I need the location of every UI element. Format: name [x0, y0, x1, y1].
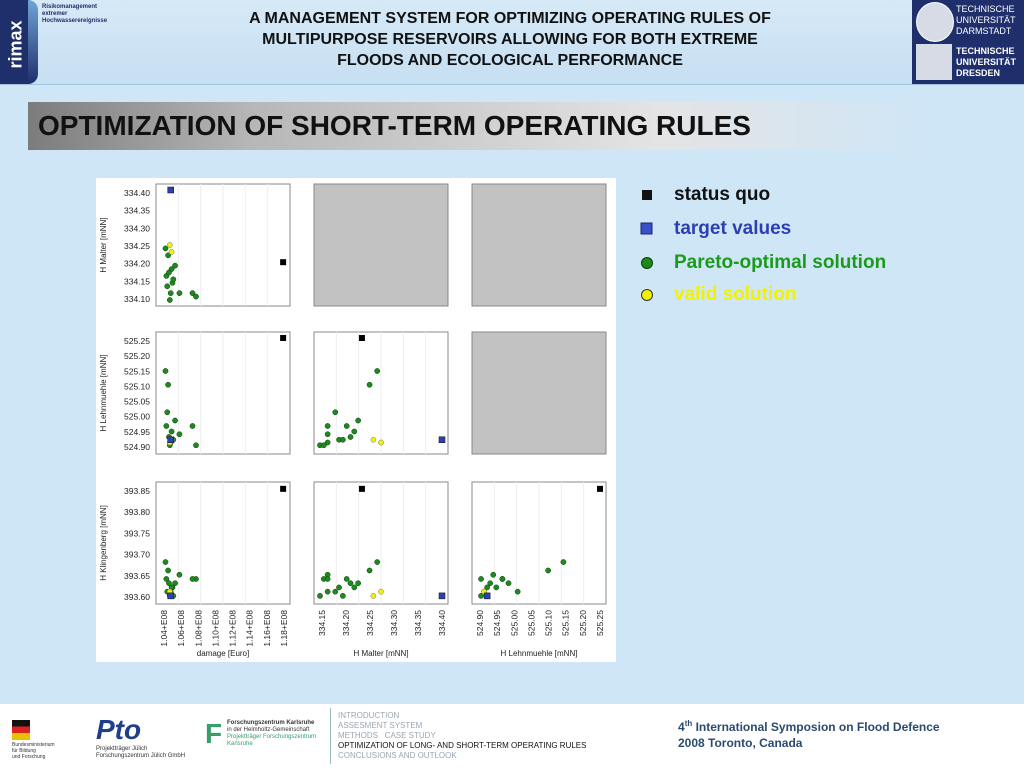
status-quo-point: [359, 486, 365, 492]
pareto-point: [506, 581, 511, 586]
valid-point: [378, 589, 383, 594]
y-tick-label: 334.25: [124, 241, 150, 251]
y-tick-label: 334.30: [124, 223, 150, 234]
y-tick-label: 393.70: [124, 549, 150, 560]
x-tick-label: 1.04+E08: [159, 610, 169, 647]
pareto-point: [317, 593, 322, 598]
pareto-point: [172, 418, 177, 423]
pareto-point: [352, 429, 357, 434]
section-navigation: [338, 711, 586, 761]
pareto-point: [500, 576, 505, 581]
target-point: [484, 593, 490, 599]
x-axis-label: H Malter [mNN]: [353, 649, 409, 658]
x-tick-label: 525.10: [543, 610, 554, 636]
x-tick-label: 525.00: [509, 610, 520, 636]
pareto-point: [171, 277, 176, 282]
pareto-point: [344, 423, 349, 428]
nav-item-methods-case-study[interactable]: METHODS CASE STUDY: [338, 731, 436, 740]
y-tick-label: 393.85: [124, 486, 150, 496]
pareto-point: [515, 589, 520, 594]
y-axis-label: H Klingenberg [mNN]: [99, 505, 108, 581]
x-tick-label: 525.05: [526, 610, 537, 636]
slide-title: A MANAGEMENT SYSTEM FOR OPTIMIZING OPERATING RULES OF MULTIPURPOSE RESERVOIRS ALLOWING FOR BOTH EXTREME FLOODS AND ECOLOGICAL PERFORMANCE: [249, 10, 771, 69]
pareto-point: [561, 559, 566, 564]
x-tick-label: 1.12+E08: [227, 610, 238, 647]
valid-point: [378, 440, 383, 445]
status-quo-point: [280, 335, 286, 341]
y-axis-label: H Malter [mNN]: [99, 217, 108, 273]
scatter-matrix-chart: [96, 178, 616, 662]
pareto-point: [172, 581, 177, 586]
target-point: [439, 593, 445, 599]
pareto-point: [367, 382, 372, 387]
y-tick-label: 524.95: [124, 426, 150, 437]
target-point: [168, 593, 174, 599]
pareto-point: [488, 581, 493, 586]
nav-item-optimization[interactable]: OPTIMIZATION OF LONG- AND SHORT-TERM OPERATING RULES: [338, 741, 587, 750]
x-tick-label: 525.25: [595, 610, 605, 636]
valid-point: [167, 242, 172, 247]
ptj-logo: Pto Projektträger Jülich Forschungszentrum Jülich GmbH: [96, 714, 186, 759]
footer-divider: [330, 708, 331, 764]
empty-panel: [314, 184, 448, 306]
target-point: [168, 187, 174, 193]
pareto-point: [165, 410, 170, 415]
pareto-point: [166, 568, 171, 573]
x-axis-label: H Lehnmuehle [mNN]: [500, 649, 578, 658]
y-tick-label: 525.10: [124, 381, 150, 392]
pareto-point: [367, 568, 372, 573]
blue-square-icon: [640, 222, 654, 236]
tu-darmstadt-name: TECHNISCHE UNIVERSITÄT DARMSTADT: [956, 4, 1016, 36]
status-quo-point: [280, 259, 286, 265]
pareto-point: [348, 581, 353, 586]
pareto-point: [494, 585, 499, 590]
pareto-point: [325, 589, 330, 594]
y-axis-label: H Lehnmuehle [mNN]: [99, 354, 108, 432]
pareto-point: [169, 429, 174, 434]
pareto-point: [163, 246, 168, 251]
empty-panel: [472, 332, 606, 454]
pareto-point: [325, 423, 330, 428]
conference-info: 4th International Symposion on Flood Defence 2008 Toronto, Canada: [678, 719, 940, 750]
y-tick-label: 393.80: [124, 507, 150, 518]
y-tick-label: 525.05: [124, 396, 150, 407]
pareto-point: [177, 432, 182, 437]
y-tick-label: 334.40: [124, 188, 150, 198]
target-point: [168, 437, 174, 443]
pareto-point: [356, 418, 361, 423]
y-tick-label: 393.60: [124, 592, 150, 602]
x-tick-label: 1.18+E08: [279, 610, 289, 647]
black-square-icon: [640, 188, 654, 202]
x-tick-label: 1.06+E08: [176, 610, 187, 647]
x-tick-label: 334.40: [437, 610, 447, 636]
y-tick-label: 525.20: [124, 351, 150, 362]
pareto-point: [478, 576, 483, 581]
x-tick-label: 334.25: [365, 610, 375, 636]
pareto-point: [164, 423, 169, 428]
valid-point: [169, 249, 174, 254]
y-tick-label: 525.15: [124, 366, 150, 377]
nav-item-conclusions[interactable]: CONCLUSIONS AND OUTLOOK: [338, 751, 457, 760]
pareto-point: [348, 434, 353, 439]
pareto-point: [190, 576, 195, 581]
pareto-point: [340, 593, 345, 598]
x-tick-label: 334.30: [389, 610, 399, 636]
y-tick-label: 334.10: [124, 294, 150, 304]
pareto-point: [166, 270, 171, 275]
pareto-point: [325, 432, 330, 437]
x-tick-label: 524.95: [492, 610, 503, 636]
bmbf-logo: Bundesministerium für Bildung und Forschung: [12, 714, 55, 760]
pareto-point: [375, 559, 380, 564]
tu-logos: [912, 0, 1024, 84]
y-tick-label: 524.90: [124, 442, 150, 452]
x-tick-label: 1.08+E08: [193, 610, 204, 647]
y-tick-label: 393.75: [124, 528, 150, 539]
x-tick-label: 1.10+E08: [210, 610, 221, 647]
pareto-point: [375, 368, 380, 373]
pareto-point: [166, 581, 171, 586]
valid-point: [371, 593, 376, 598]
x-tick-label: 334.20: [341, 610, 351, 636]
y-tick-label: 393.65: [124, 570, 150, 581]
pareto-point: [190, 291, 195, 296]
pareto-point: [167, 297, 172, 302]
pareto-point: [352, 585, 357, 590]
pareto-point: [356, 581, 361, 586]
green-circle-icon: [640, 256, 654, 270]
pareto-point: [165, 284, 170, 289]
pareto-point: [321, 443, 326, 448]
pareto-point: [163, 559, 168, 564]
empty-panel: [472, 184, 606, 306]
x-tick-label: 334.35: [413, 610, 423, 636]
valid-point: [371, 437, 376, 442]
nav-item-assesment-system[interactable]: ASSESMENT SYSTEM: [338, 721, 423, 730]
rimax-logo: rimax Risikomanagement extremer Hochwasserereignisse: [0, 0, 120, 84]
pareto-point: [333, 410, 338, 415]
tu-darmstadt-seal-icon: [916, 2, 954, 42]
y-tick-label: 334.20: [124, 258, 150, 269]
rimax-wordmark: rimax: [5, 20, 26, 69]
scatter-matrix-panel: [96, 178, 616, 662]
section-title: OPTIMIZATION OF SHORT-TERM OPERATING RULES: [38, 110, 751, 141]
pareto-point: [491, 572, 496, 577]
status-quo-point: [280, 486, 286, 492]
x-tick-label: 525.20: [577, 610, 588, 636]
status-quo-point: [597, 486, 603, 492]
pareto-point: [168, 291, 173, 296]
pareto-point: [166, 382, 171, 387]
x-tick-label: 1.16+E08: [261, 610, 272, 647]
pareto-point: [336, 585, 341, 590]
x-tick-label: 524.90: [475, 610, 485, 636]
x-tick-label: 334.15: [317, 610, 327, 636]
pareto-point: [190, 423, 195, 428]
pareto-point: [340, 437, 345, 442]
slide-footer: Bundesministerium für Bildung und Forschung Pto Projektträger Jülich Forschungszentrum Jülich GmbH F Forschungszentrum Karlsruhe in der Helmholtz-Gemeinschaft Projektträger Forschungszentrum Karlsruhe: [0, 704, 1024, 768]
y-tick-label: 525.00: [124, 411, 150, 422]
eagle-icon: [12, 720, 30, 740]
x-tick-label: 525.15: [560, 610, 571, 636]
y-tick-label: 525.25: [124, 336, 150, 346]
pareto-point: [193, 443, 198, 448]
y-tick-label: 334.15: [124, 276, 150, 287]
pareto-point: [344, 576, 349, 581]
y-tick-label: 334.35: [124, 205, 150, 216]
pareto-point: [546, 568, 551, 573]
pareto-point: [325, 576, 330, 581]
pareto-point: [177, 572, 182, 577]
pareto-point: [163, 368, 168, 373]
slide-header: [0, 0, 1024, 85]
status-quo-point: [359, 335, 365, 341]
tu-dresden-emblem-icon: [916, 44, 952, 80]
target-point: [439, 437, 445, 443]
pareto-point: [333, 589, 338, 594]
pareto-point: [177, 291, 182, 296]
yellow-circle-icon: [640, 288, 654, 302]
nav-item-introduction[interactable]: INTRODUCTION: [338, 711, 400, 720]
tu-dresden-name: TECHNISCHE UNIVERSITÄT DRESDEN: [956, 46, 1017, 78]
x-axis-label: damage [Euro]: [196, 649, 250, 658]
x-tick-label: 1.14+E08: [244, 610, 255, 647]
